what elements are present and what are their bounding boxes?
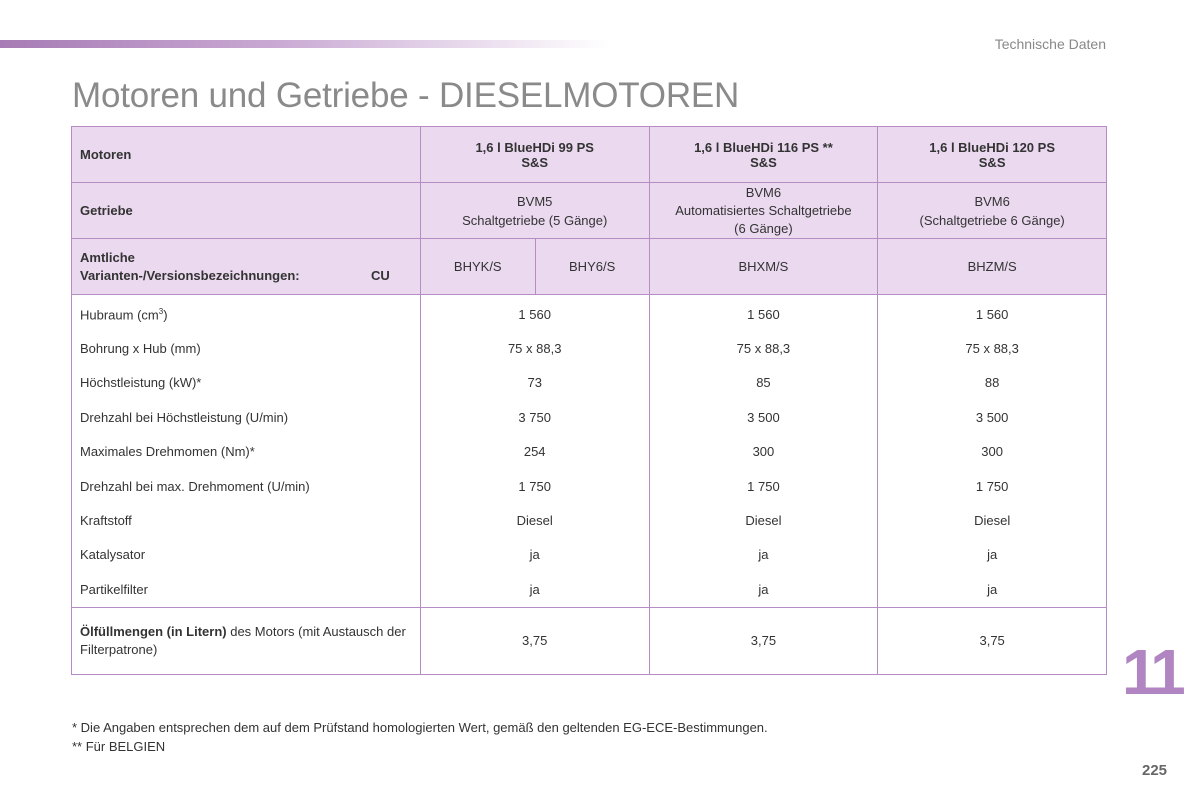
- value-cell: 1 560: [649, 295, 878, 332]
- value-cell: ja: [649, 572, 878, 607]
- header-accent-bar: [0, 40, 610, 48]
- label-line-wrap: [80, 267, 412, 285]
- label-superscript: 3: [158, 306, 164, 316]
- cell-line: 1,6 l BlueHDi 116 PS **: [694, 139, 833, 155]
- table-row: [72, 400, 1107, 434]
- section-label: Technische Daten: [994, 36, 1106, 52]
- cell-line: (Schaltgetriebe 6 Gänge): [919, 212, 1065, 228]
- gearbox-col-1: [420, 183, 649, 239]
- cell-line: Automatisiertes Schaltgetriebe: [675, 202, 852, 218]
- label-text: Hubraum (cm: [80, 306, 159, 322]
- value-cell: ja: [878, 538, 1107, 572]
- cell-line: BVM5: [517, 193, 553, 209]
- value-cell: 85: [649, 366, 878, 400]
- cell-line: BVM6: [745, 184, 782, 200]
- value-cell: 75 x 88,3: [649, 331, 878, 365]
- table-row: [72, 572, 1107, 607]
- row-label: Partikelfilter: [72, 572, 421, 607]
- value-cell: 1 560: [420, 295, 649, 332]
- value-cell: ja: [649, 538, 878, 572]
- engine-col-3: [878, 127, 1107, 183]
- value-cell: 3,75: [649, 607, 878, 674]
- cell-line: S&S: [978, 154, 1006, 170]
- cell-line: Schaltgetriebe (5 Gänge): [462, 212, 608, 228]
- value-cell: 73: [420, 366, 649, 400]
- cell-line: 1,6 l BlueHDi 99 PS: [475, 139, 594, 155]
- value-cell: 3 500: [649, 400, 878, 434]
- table-row: [72, 435, 1107, 469]
- row-label: [72, 239, 421, 295]
- page-number: 225: [1142, 762, 1168, 779]
- value-cell: 75 x 88,3: [420, 331, 649, 365]
- label-line: Varianten-/Versionsbezeichnungen:: [80, 267, 300, 283]
- variant-cell: BHYK/S: [420, 239, 535, 295]
- engine-col-1: [420, 127, 649, 183]
- row-getriebe: [72, 183, 1107, 239]
- gearbox-col-3: [878, 183, 1107, 239]
- label-rest: des Motors (mit Austausch der Filterpatrone): [80, 623, 406, 657]
- variant-cell: BHY6/S: [535, 239, 649, 295]
- value-cell: ja: [878, 572, 1107, 607]
- row-label: Bohrung x Hub (mm): [72, 331, 421, 365]
- variant-cell: BHXM/S: [649, 239, 878, 295]
- row-label: Drehzahl bei max. Drehmoment (U/min): [72, 469, 421, 503]
- value-cell: 3 500: [878, 400, 1107, 434]
- cu-label: CU: [371, 267, 390, 283]
- row-label: [72, 607, 421, 674]
- footnote: * Die Angaben entsprechen dem auf dem Prüfstand homologierten Wert, gemäß den geltenden EG-ECE-Bestimmungen.: [72, 720, 768, 735]
- value-cell: 1 560: [878, 295, 1107, 332]
- row-motoren: [72, 127, 1107, 183]
- table-row: [72, 538, 1107, 572]
- variant-cell: BHZM/S: [878, 239, 1107, 295]
- row-label: Drehzahl bei Höchstleistung (U/min): [72, 400, 421, 434]
- value-cell: 3,75: [420, 607, 649, 674]
- row-varianten: [72, 239, 1107, 295]
- table-row: [72, 469, 1107, 503]
- label-bold: Ölfüllmengen (in Litern): [80, 623, 227, 639]
- row-label: Katalysator: [72, 538, 421, 572]
- engine-col-2: [649, 127, 878, 183]
- row-oil-capacity: [72, 607, 1107, 674]
- value-cell: 254: [420, 435, 649, 469]
- table-row: [72, 366, 1107, 400]
- value-cell: Diesel: [420, 503, 649, 537]
- row-label: Höchstleistung (kW)*: [72, 366, 421, 400]
- value-cell: 1 750: [420, 469, 649, 503]
- label-text-end: ): [163, 306, 168, 322]
- row-label: [72, 295, 421, 332]
- footnotes: [72, 718, 768, 756]
- row-label: Kraftstoff: [72, 503, 421, 537]
- engine-spec-table: [71, 126, 1107, 675]
- row-label: Maximales Drehmomen (Nm)*: [72, 435, 421, 469]
- value-cell: 3,75: [878, 607, 1107, 674]
- row-label: Getriebe: [72, 183, 421, 239]
- gearbox-col-2: [649, 183, 878, 239]
- chapter-number: 11: [1122, 636, 1182, 708]
- footnote: ** Für BELGIEN: [72, 739, 166, 754]
- table-row: [72, 503, 1107, 537]
- table-row: [72, 295, 1107, 332]
- value-cell: ja: [420, 538, 649, 572]
- value-cell: 300: [878, 435, 1107, 469]
- value-cell: Diesel: [649, 503, 878, 537]
- value-cell: 1 750: [649, 469, 878, 503]
- cell-line: S&S: [750, 154, 777, 170]
- value-cell: Diesel: [878, 503, 1107, 537]
- cell-line: BVM6: [974, 193, 1010, 209]
- row-label: Motoren: [72, 127, 421, 183]
- label-line: Amtliche: [80, 249, 135, 265]
- value-cell: 1 750: [878, 469, 1107, 503]
- value-cell: 300: [649, 435, 878, 469]
- value-cell: 88: [878, 366, 1107, 400]
- cell-line: (6 Gänge): [734, 220, 793, 236]
- cell-line: S&S: [521, 154, 549, 170]
- value-cell: 75 x 88,3: [878, 331, 1107, 365]
- page-title: Motoren und Getriebe - DIESELMOTOREN: [72, 76, 740, 115]
- table-row: [72, 331, 1107, 365]
- value-cell: ja: [420, 572, 649, 607]
- value-cell: 3 750: [420, 400, 649, 434]
- cell-line: 1,6 l BlueHDi 120 PS: [929, 139, 1055, 155]
